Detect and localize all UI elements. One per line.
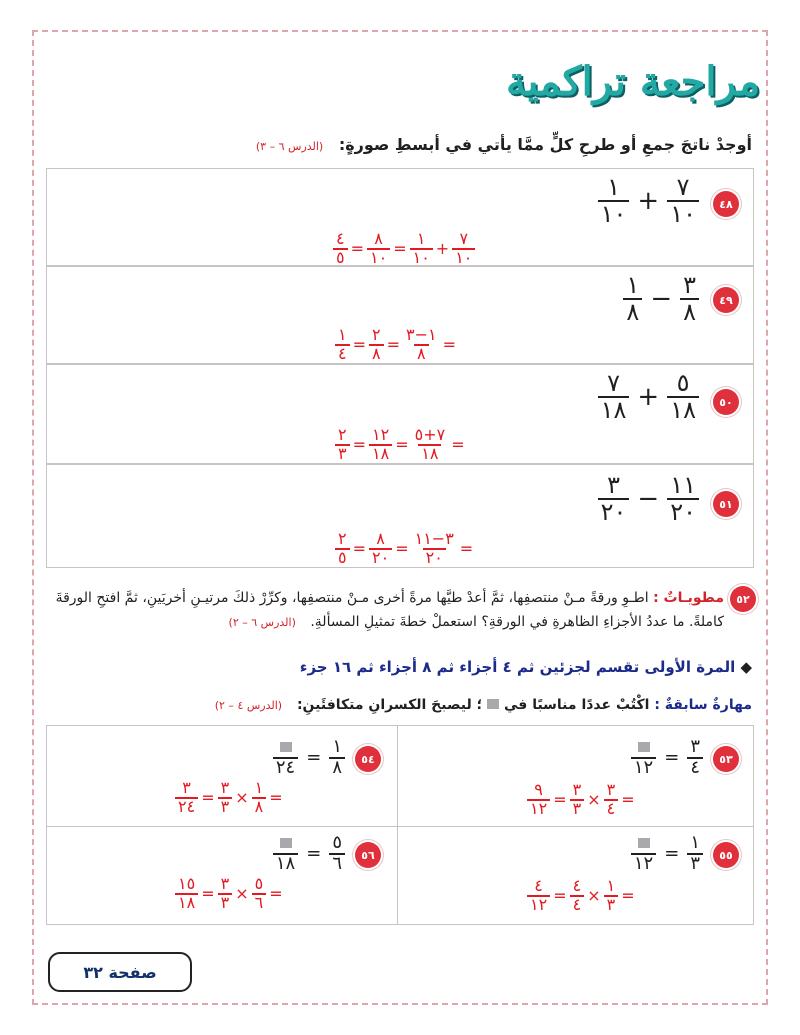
fraction: $\frac{١٢}{١٨}$	[369, 427, 392, 463]
exercise-number-badge: ٥٤	[355, 746, 381, 772]
handwritten-answer: $\frac{٤}{١٢}$ = $\frac{٤}{٤}$ × $\frac{١}{٣}$ =	[527, 878, 635, 914]
fraction: $\frac{٣}{٢٠}$	[598, 473, 630, 525]
fraction: $\frac{٤}{١٢}$	[527, 878, 550, 914]
exercise-expression	[623, 273, 699, 325]
lesson-reference: (الدرس ٤ – ٢)	[214, 699, 283, 712]
skill-keyword: مهارةٌ سابقةٌ :	[654, 697, 752, 713]
fraction: $\frac{٧+٥}{١٨}$	[414, 425, 446, 463]
foldables-keyword: مطويـاتٌ :	[653, 590, 724, 606]
exercise-number-badge: ٥١	[713, 491, 739, 517]
fraction: $\frac{٣-١١}{٢٠}$	[414, 529, 454, 567]
foldables-problem	[46, 582, 754, 645]
fraction: $\frac{١}{٣}$	[687, 834, 703, 874]
fraction: $\frac{٢}{٥}$	[335, 531, 350, 567]
fraction: $\frac{١}{٣}$	[604, 878, 619, 914]
fraction: $\frac{٣}{٢٤}$	[175, 780, 198, 816]
fraction: $\frac{٣}{٣}$	[218, 876, 233, 912]
exercise-box-50	[46, 364, 754, 464]
operator: −	[650, 284, 673, 315]
fraction: $\frac{١}{٨}$	[623, 273, 642, 325]
exercise-expression	[598, 175, 699, 227]
fraction: $\frac{٤}{٤}$	[570, 878, 585, 914]
blank-square-icon	[280, 838, 292, 848]
handwritten-answer: $\frac{٤}{٥}$ = $\frac{٨}{١٠}$ = $\frac{١}{١٠}$ + $\frac{٧}{١٠}$	[333, 231, 475, 267]
fraction: ١٨	[273, 834, 298, 874]
handwritten-answer: $\frac{٢}{٣}$ = $\frac{١٢}{١٨}$ = $\frac{٧+٥}{١٨}$ =	[335, 427, 465, 463]
exercise-box-49	[46, 266, 754, 364]
fraction: $\frac{٣}{٨}$	[680, 273, 699, 325]
lesson-reference: (الدرس ٦ – ٢)	[228, 616, 296, 629]
handwritten-answer: $\frac{١}{٤}$ = $\frac{٢}{٨}$ = $\frac{١-٣}{٨}$ =	[335, 327, 456, 363]
fraction: $\frac{٤}{٥}$	[333, 231, 348, 267]
fraction: ١٢	[631, 834, 656, 874]
fraction: $\frac{٣}{٣}$	[570, 782, 585, 818]
fraction: $\frac{١}{١٠}$	[410, 231, 433, 267]
fraction: $\frac{١}{٨}$	[252, 780, 267, 816]
prior-skill-instructions	[52, 697, 752, 713]
fraction: $\frac{١١}{٢٠}$	[667, 473, 699, 525]
fraction: $\frac{٥}{٦}$	[252, 876, 267, 912]
blank-square-icon	[638, 742, 650, 752]
exercise-expression: ١٨ = $\frac{٥}{٦}$	[273, 834, 345, 874]
fraction: $\frac{١٥}{١٨}$	[175, 876, 198, 912]
operator: +	[637, 382, 660, 413]
exercise-number-badge: ٥٠	[713, 389, 739, 415]
skill-text-after: ؛ ليصبحَ الكسرانِ متكافئَينِ:	[296, 697, 483, 713]
fraction: $\frac{٣}{٤}$	[687, 738, 703, 778]
fraction: $\frac{١}{٨}$	[329, 738, 345, 778]
foldables-answer-text: المرة الأولى تقسم لجزئين ثم ٤ أجزاء ثم ٨ أجزاء ثم ١٦ جزء	[299, 658, 736, 676]
fraction: $\frac{٣}{٤}$	[604, 782, 619, 818]
page-title: مراجعة تراكمية	[505, 58, 760, 105]
exercise-number-badge: ٤٩	[713, 287, 739, 313]
blank-square-icon	[280, 742, 292, 752]
fraction: $\frac{٧}{١٠}$	[667, 175, 699, 227]
foldables-answer	[300, 658, 752, 676]
handwritten-answer: $\frac{٩}{١٢}$ = $\frac{٣}{٣}$ × $\frac{٣}{٤}$ =	[527, 782, 635, 818]
fraction: $\frac{٧}{١٨}$	[598, 371, 630, 423]
exercise-expression	[598, 473, 699, 525]
handwritten-answer: $\frac{٢}{٥}$ = $\frac{٨}{٢٠}$ = $\frac{٣-١١}{٢٠}$ =	[335, 531, 473, 567]
fraction: ٢٤	[273, 738, 298, 778]
fraction: $\frac{٨}{١٠}$	[367, 231, 390, 267]
instructions	[52, 135, 752, 154]
foldables-text: اطـوِ ورقةً مـنْ منتصفِها، ثمَّ أعدْ طيَّها مرةً أخرى مـنْ منتصفِها، وكرِّرْ ذلكَ مرتيـنِ أخريَينِ، ثمَّ افتحِ الورقةَ كاملةً. ما عددُ الأجزاءِ الظاهرةِ في الورقةِ؟ استعملْ خطةَ تمثيلِ المسألةِ.	[55, 590, 724, 630]
fraction: $\frac{٥}{١٨}$	[667, 371, 699, 423]
exercise-expression	[598, 371, 699, 423]
page-number-tab[interactable]: صفحة ٣٢	[48, 952, 192, 992]
fraction: $\frac{١}{٤}$	[335, 327, 350, 363]
grid-divider	[397, 726, 398, 924]
fraction: $\frac{٩}{١٢}$	[527, 782, 550, 818]
diamond-bullet-icon: ◆	[740, 658, 752, 676]
exercise-number-badge: ٥٢	[730, 586, 756, 612]
operator: +	[637, 186, 660, 217]
handwritten-answer: $\frac{١٥}{١٨}$ = $\frac{٣}{٣}$ × $\frac{٥}{٦}$ =	[175, 876, 283, 912]
lesson-reference: (الدرس ٦ – ٣)	[255, 140, 324, 153]
fraction: ١٢	[631, 738, 656, 778]
fraction: $\frac{٣}{٣}$	[218, 780, 233, 816]
blank-square-icon	[487, 699, 499, 709]
exercise-number-badge: ٤٨	[713, 191, 739, 217]
exercise-box-51	[46, 464, 754, 568]
exercise-number-badge: ٥٥	[713, 842, 739, 868]
exercise-expression: ٢٤ = $\frac{١}{٨}$	[273, 738, 345, 778]
handwritten-answer: $\frac{٣}{٢٤}$ = $\frac{٣}{٣}$ × $\frac{١}{٨}$ =	[175, 780, 283, 816]
fraction: $\frac{٢}{٨}$	[369, 327, 384, 363]
fraction: $\frac{١}{١٠}$	[598, 175, 630, 227]
grid-divider	[47, 826, 753, 827]
blank-square-icon	[638, 838, 650, 848]
skill-text-before: اكْتُبْ عددًا مناسبًا في	[503, 697, 650, 713]
exercise-number-badge: ٥٦	[355, 842, 381, 868]
fraction: $\frac{١-٣}{٨}$	[406, 325, 437, 363]
foldables-text-block	[34, 586, 724, 635]
skill-exercises-grid	[46, 725, 754, 925]
exercise-expression: ١٢ = $\frac{٣}{٤}$	[631, 738, 703, 778]
exercise-expression: ١٢ = $\frac{١}{٣}$	[631, 834, 703, 874]
fraction: $\frac{٧}{١٠}$	[452, 231, 475, 267]
operator: −	[637, 484, 660, 515]
fraction: $\frac{٢}{٣}$	[335, 427, 350, 463]
exercise-box-48	[46, 168, 754, 266]
exercise-number-badge: ٥٣	[713, 746, 739, 772]
fraction: $\frac{٨}{٢٠}$	[369, 531, 392, 567]
instructions-text: أوجدْ ناتجَ جمعِ أو طرحِ كلٍّ ممَّا يأتي في أبسطِ صورةٍ:	[338, 135, 752, 154]
fraction: $\frac{٥}{٦}$	[329, 834, 345, 874]
